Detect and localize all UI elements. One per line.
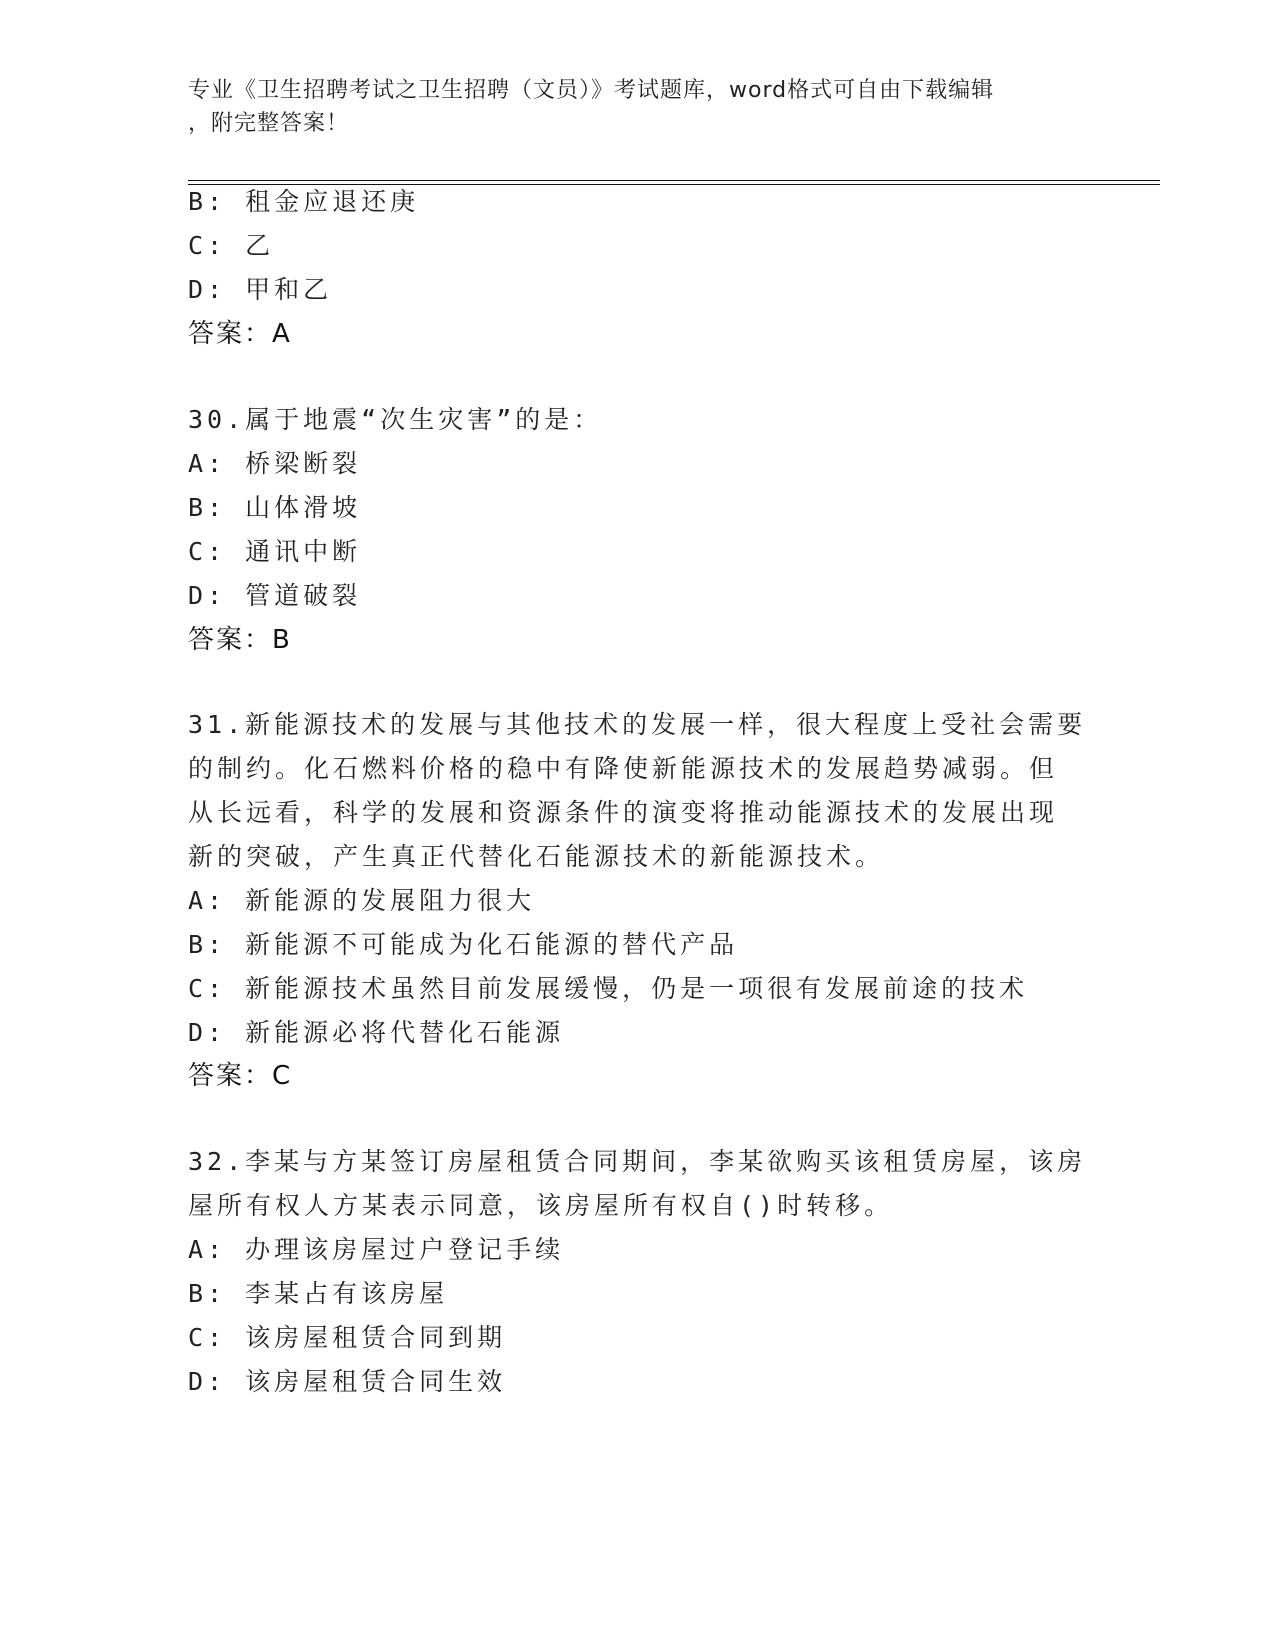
q31-stem-line-1: 31.新能源技术的发展与其他技术的发展一样，很大程度上受社会需要 (188, 710, 1087, 739)
header-line-2: ，附完整答案！ (188, 111, 350, 136)
q31-option-d: D: 新能源必将代替化石能源 (188, 1018, 565, 1047)
q32-option-a: A: 办理该房屋过户登记手续 (188, 1235, 565, 1264)
q29-option-d: D: 甲和乙 (188, 275, 333, 304)
q32-option-b: B: 李某占有该房屋 (188, 1279, 449, 1308)
q30-option-d: D: 管道破裂 (188, 581, 362, 610)
q32-option-c: C: 该房屋租赁合同到期 (188, 1323, 507, 1352)
q30-stem: 30.属于地震“次生灾害”的是： (188, 405, 603, 434)
q31-stem-line-4: 新的突破，产生真正代替化石能源技术的新能源技术。 (188, 842, 885, 871)
q29-option-b: B: 租金应退还庚 (188, 187, 420, 216)
q31-option-a: A: 新能源的发展阻力很大 (188, 886, 536, 915)
q31-stem-line-2: 的制约。化石燃料价格的稳中有降使新能源技术的发展趋势减弱。但 (188, 754, 1059, 783)
q30-option-b: B: 山体滑坡 (188, 493, 362, 522)
q29-option-c: C: 乙 (188, 231, 275, 260)
q32-stem-line-2: 屋所有权人方某表示同意，该房屋所有权自()时转移。 (188, 1191, 894, 1220)
header-line-1: 专业《卫生招聘考试之卫生招聘（文员）》考试题库，word格式可自由下载编辑 (188, 78, 995, 103)
q31-option-c: C: 新能源技术虽然目前发展缓慢，仍是一项很有发展前途的技术 (188, 974, 1029, 1003)
q30-option-a: A: 桥梁断裂 (188, 449, 362, 478)
q32-option-d: D: 该房屋租赁合同生效 (188, 1367, 507, 1396)
q31-answer: 答案：C (188, 1061, 293, 1091)
q29-answer: 答案：A (188, 319, 292, 349)
document-header (188, 74, 1088, 140)
q32-stem-line-1: 32.李某与方某签订房屋租赁合同期间，李某欲购买该租赁房屋，该房 (188, 1147, 1087, 1176)
q31-stem-line-3: 从长远看，科学的发展和资源条件的演变将推动能源技术的发展出现 (188, 798, 1059, 827)
q30-option-c: C: 通讯中断 (188, 537, 362, 566)
q31-option-b: B: 新能源不可能成为化石能源的替代产品 (188, 930, 739, 959)
header-double-rule (188, 180, 1160, 185)
q30-answer: 答案：B (188, 625, 292, 655)
